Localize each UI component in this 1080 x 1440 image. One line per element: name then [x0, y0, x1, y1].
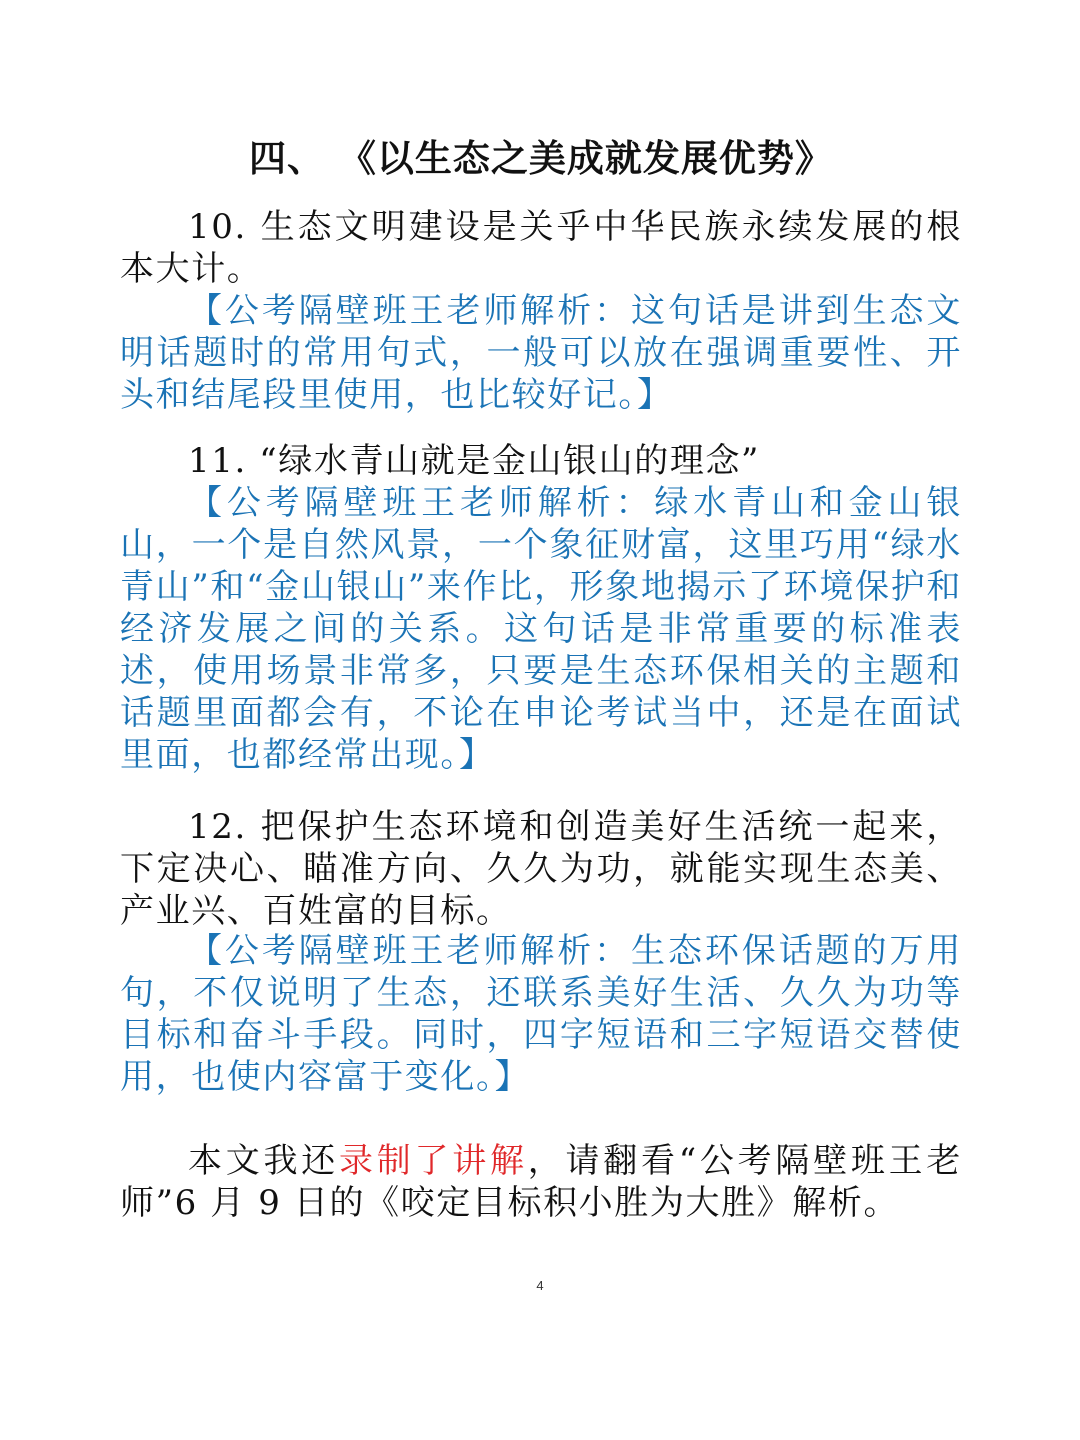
- analysis-12: 【公考隔壁班王老师解析：生态环保话题的万用句，不仅说明了生态，还联系美好生活、久久为功等目标和奋斗手段。同时，四字短语和三字短语交替使用，也使内容富于变化。】: [120, 931, 962, 1097]
- analysis-10: 【公考隔壁班王老师解析：这句话是讲到生态文明话题时的常用句式，一般可以放在强调重要性、开头和结尾段里使用，也比较好记。】: [120, 291, 962, 415]
- section-title: 四、 《以生态之美成就发展优势》: [249, 136, 833, 180]
- quote-10: 10. 生态文明建设是关乎中华民族永续发展的根本大计。: [120, 207, 962, 289]
- footer-note: [120, 1140, 962, 1224]
- footer-note-highlight: 录制了讲解: [339, 1141, 528, 1181]
- footer-note-after: ，请翻看“公考隔壁班王老师”6 月 9 日的《咬定目标积小胜为大胜》解析。: [120, 1141, 962, 1223]
- footer-note-before: 本文我还: [188, 1141, 339, 1181]
- quote-12: 12. 把保护生态环境和创造美好生活统一起来，下定决心、瞄准方向、久久为功，就能实现生态美、产业兴、百姓富的目标。: [120, 807, 962, 931]
- page-number: 4: [536, 1278, 544, 1293]
- analysis-11: 【公考隔壁班王老师解析：绿水青山和金山银山，一个是自然风景，一个象征财富，这里巧用“绿水青山”和“金山银山”来作比，形象地揭示了环境保护和经济发展之间的关系。这句话是非常重要的标准表述，使用场景非常多，只要是生态环保相关的主题和话题里面都会有，不论在申论考试当中，还是在面试里面，也都经常出现。】: [120, 483, 962, 775]
- quote-11: 11. “绿水青山就是金山银山的理念”: [188, 441, 761, 481]
